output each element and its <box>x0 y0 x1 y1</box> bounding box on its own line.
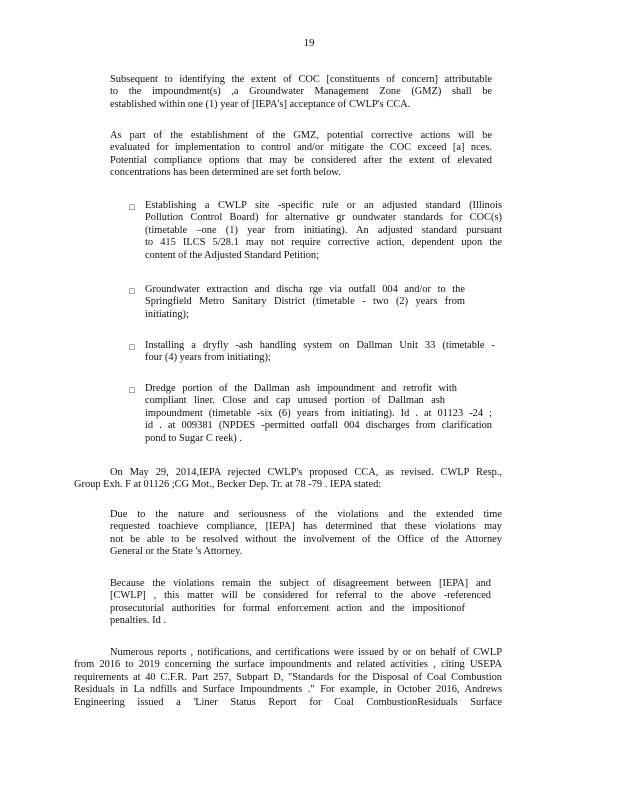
text-line: four (4) years from initiating); <box>145 352 271 364</box>
text-line: Residuals in La ndfills and Surface Impoundments ." For example, in October 2016, Andrews <box>74 684 502 696</box>
text-line: Groundwater extraction and discha rge via outfall 004 and/or to the <box>145 284 465 295</box>
text-line: Because the violations remain the subject of disagreement between [IEPA] and <box>110 578 491 589</box>
text-line: established within one (1) year of [IEPA's] acceptance of CWLP's CCA. <box>110 98 411 110</box>
bullet-icon: □ <box>129 342 135 352</box>
text-line: requested toachieve compliance, [IEPA] has determined that these violations may <box>110 521 502 533</box>
bullet-item-dryfly-ash-system <box>145 340 495 365</box>
text-line: requirements at 40 C.F.R. Part 257, Subpart D, "Standards for the Disposal of Coal Combustion <box>74 671 502 683</box>
text-line: pond to Sugar C reek) . <box>145 432 242 444</box>
text-line: prosecutorial authorities for formal enforcement action and the impositionof <box>110 602 465 614</box>
text-line: Potential compliance options that may be considered after the extent of elevated <box>110 154 492 166</box>
text-line: initiating); <box>145 308 189 320</box>
text-line: evaluated for implementation to control and/or mitigate the COC exceed [a] nces. <box>110 142 492 154</box>
text-line: Subsequent to identifying the extent of COC [constituents of concern] attributable <box>110 74 492 85</box>
text-line: Springfield Metro Sanitary District (timetable - two (2) years from <box>145 296 465 308</box>
text-line: id . at 009381 (NPDES -permitted outfall 004 discharges from clarification <box>145 420 492 432</box>
text-line: content of the Adjusted Standard Petition; <box>145 249 320 261</box>
page-number: 19 <box>303 37 315 49</box>
text-line: to the impoundment(s) ,a Groundwater Management Zone (GMZ) shall be <box>110 86 492 98</box>
text-line: penalties. Id . <box>110 615 166 627</box>
text-line: Dredge portion of the Dallman ash impoundment and retrofit with <box>145 383 457 394</box>
text-line: Installing a dryfly -ash handling system on Dallman Unit 33 (timetable - <box>145 340 495 351</box>
text-line: Group Exh. F at 01126 ;CG Mot., Becker Dep. Tr. at 78 -79 . IEPA stated: <box>74 479 382 491</box>
blockquote-referral <box>110 578 491 628</box>
text-line: impoundment (timetable -six (6) years from initiating). Id . at 01123 -24 ; <box>145 407 492 419</box>
paragraph-iepa-rejection <box>74 467 502 492</box>
text-line: compliant liner. Close and cap unused portion of Dallman ash <box>145 395 445 407</box>
text-line: Engineering issued a 'Liner Status Report for Coal CombustionResiduals Surface <box>74 696 502 708</box>
bullet-item-dredge-dallman <box>145 383 492 445</box>
text-line: Due to the nature and seriousness of the violations and the extended time <box>110 509 502 520</box>
text-line: Pollution Control Board) for alternative gr oundwater standards for COC(s) <box>145 212 502 224</box>
bullet-icon: □ <box>129 286 135 296</box>
text-line: concentrations has been determined are set forth below. <box>110 167 341 179</box>
text-line: As part of the establishment of the GMZ, potential corrective actions will be <box>110 130 492 141</box>
paragraph-reports-notifications <box>74 647 502 709</box>
text-line: to 415 ILCS 5/28.1 may not require corrective action, dependent upon the <box>145 237 502 249</box>
paragraph-corrective-actions <box>110 130 492 180</box>
paragraph-gmz-establishment <box>110 74 492 111</box>
text-line: [CWLP] , this matter will be considered for referral to the above -referenced <box>110 590 491 602</box>
text-line: On May 29, 2014,IEPA rejected CWLP's proposed CCA, as revised. CWLP Resp., <box>110 467 502 478</box>
bullet-icon: □ <box>129 202 135 212</box>
bullet-item-groundwater-extraction <box>145 284 465 321</box>
text-line: (timetable –one (1) year from initiating). An adjusted standard pursuant <box>145 224 502 236</box>
text-line: from 2016 to 2019 concerning the surface impoundments and related activities , citing USEPA <box>74 659 502 671</box>
text-line: Establishing a CWLP site -specific rule or an adjusted standard (Illinois <box>145 200 502 211</box>
text-line: General or the State 's Attorney. <box>110 546 243 558</box>
blockquote-violations <box>110 509 502 559</box>
text-line: not be able to be resolved without the involvement of the Office of the Attorney <box>110 533 502 545</box>
bullet-icon: □ <box>129 385 135 395</box>
text-line: Numerous reports , notifications, and certifications were issued by or on behalf of CWLP <box>110 647 502 658</box>
bullet-item-site-specific-rule <box>145 200 502 262</box>
